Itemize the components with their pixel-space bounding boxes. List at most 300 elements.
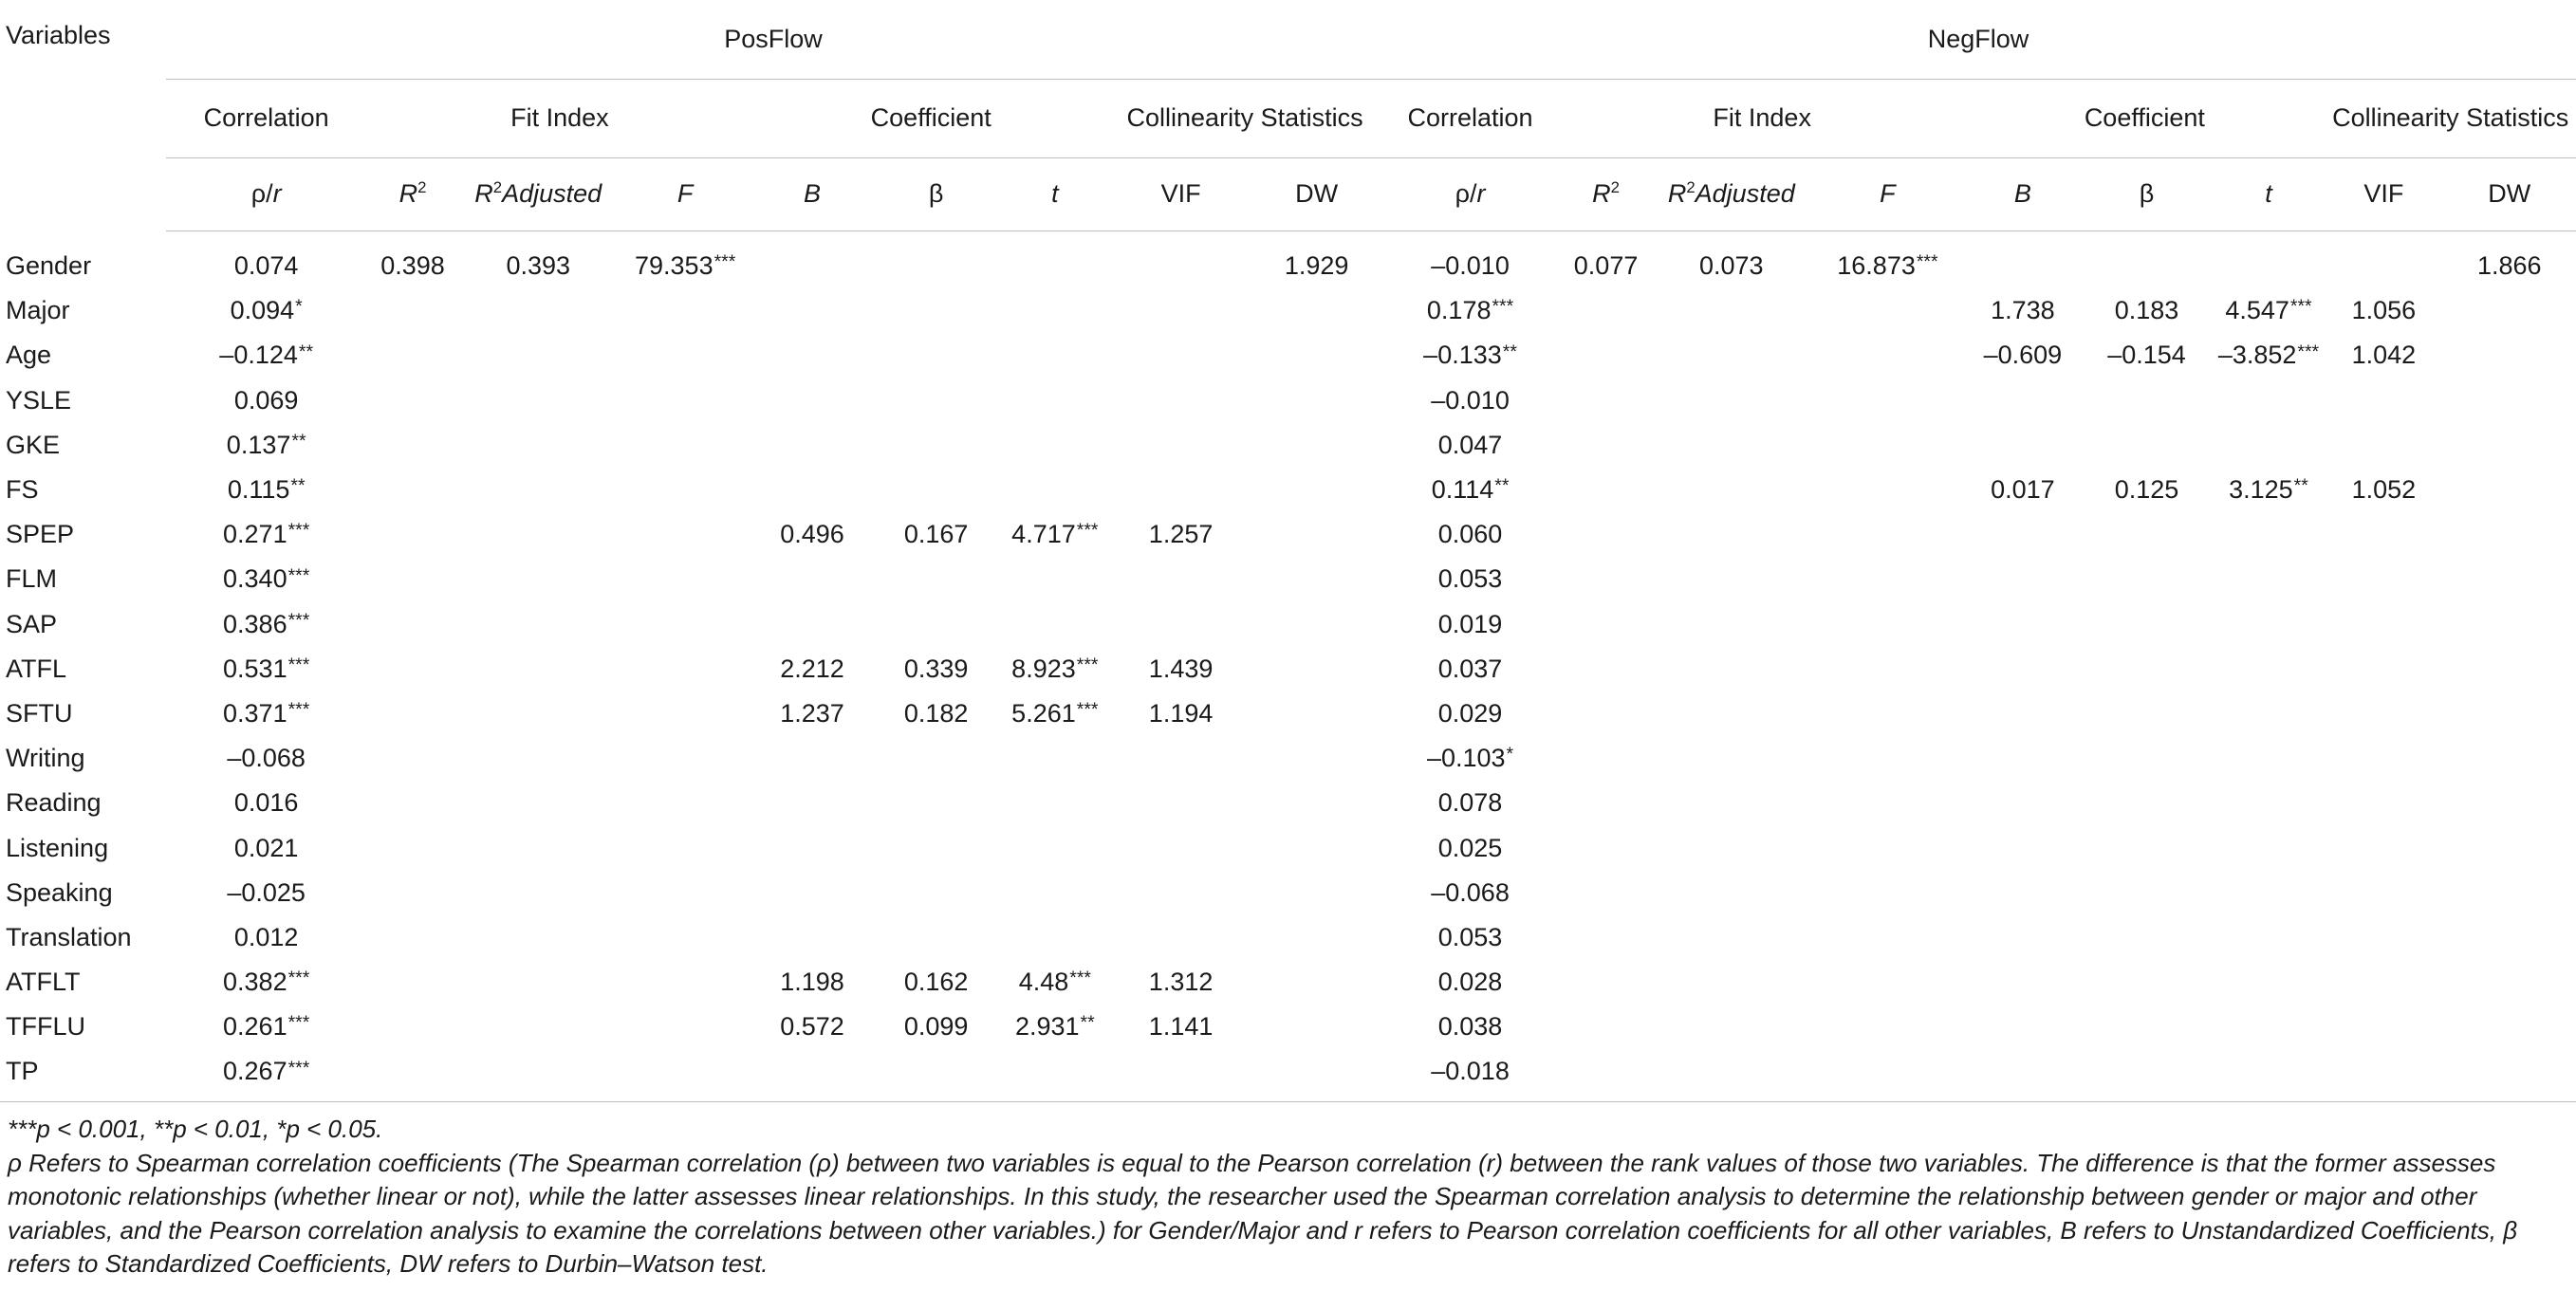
neg-vif-cell [2325,557,2442,601]
pos-r-squared-adjusted-cell [459,557,618,601]
pos-coefficient-header: Coefficient [752,79,1109,157]
neg-correlation-cell: –0.103* [1426,744,1514,773]
pos-correlation-cell: –0.124** [219,341,314,370]
neg-vif-cell [2325,1049,2442,1094]
pos-b-cell: 1.198 [780,968,844,997]
pos-f-stat-cell [618,825,752,870]
table-row [0,1005,2576,1049]
neg-correlation-cell: 0.019 [1437,609,1503,638]
pos-vif-cell: 1.439 [1148,654,1214,683]
pos-correlation-cell: 0.115** [227,475,306,505]
pos-r-squared-cell [366,647,458,692]
pos-r-squared-cell [366,333,458,378]
pos-r-squared-adjusted-cell [459,781,618,825]
pos-beta-cell [872,781,1001,825]
neg-r-squared-cell [1560,512,1652,557]
pos-r-squared-adjusted-cell [459,647,618,692]
neg-b-cell [1964,871,2081,915]
neg-correlation-cell: 0.029 [1437,698,1503,728]
neg-correlation-cell: 0.053 [1437,922,1503,951]
pos-correlation-cell: 0.074 [233,251,299,281]
table-row [0,915,2576,960]
pos-f-stat-cell [618,423,752,468]
neg-correlation-cell: –0.018 [1431,1057,1510,1086]
neg-correlation-cell: 0.037 [1437,654,1503,683]
neg-f-stat-cell [1810,692,1964,736]
pos-b-cell [752,288,871,333]
neg-coefficient-header: Coefficient [1964,79,2325,157]
pos-b-cell: 1.237 [780,698,844,728]
neg-beta-cell: –0.154 [2107,341,2186,370]
table-footnotes [8,1113,2569,1282]
pos-b-cell: 2.212 [780,654,844,683]
neg-r-squared-cell [1560,378,1652,423]
neg-t-stat-cell [2213,512,2326,557]
neg-dw-cell [2442,825,2576,870]
pos-r-squared-adjusted-col-header: $R^2Adjusted$ [459,157,618,231]
neg-b-cell [1964,1005,2081,1049]
pos-beta-cell [872,244,1001,288]
pos-f-stat-cell [618,915,752,960]
neg-dw-cell [2442,1049,2576,1094]
pos-correlation-cell: 0.137** [226,430,306,459]
neg-r-squared-adjusted-cell [1652,468,1810,512]
pos-r-squared-cell [366,423,458,468]
neg-correlation-cell: 0.025 [1437,833,1503,862]
pos-r-squared-cell [366,1005,458,1049]
column-header-row [0,157,2576,231]
neg-correlation-cell: –0.133** [1423,341,1517,370]
pos-r-squared-adjusted-cell [459,512,618,557]
pos-vif-cell [1109,736,1252,781]
neg-t-stat-cell [2213,378,2326,423]
pos-vif-cell: 1.312 [1148,968,1214,997]
neg-r-squared-adjusted-cell [1652,915,1810,960]
pos-beta-cell [872,602,1001,647]
neg-vif-cell [2325,915,2442,960]
row-label: FLM [6,564,57,594]
neg-r-squared-adjusted-cell [1652,333,1810,378]
neg-r-squared-adjusted-cell [1652,378,1810,423]
pos-r-squared-cell [366,825,458,870]
neg-dw-cell: 1.866 [2476,251,2542,281]
pos-correlation-cell: 0.069 [233,385,299,415]
row-label: Listening [6,833,109,862]
pos-t-stat-col-header: t [1001,157,1109,231]
neg-beta-cell [2081,871,2212,915]
pos-beta-cell [872,915,1001,960]
pos-beta-cell [872,1049,1001,1094]
neg-beta-cell [2081,736,2212,781]
neg-t-stat-cell [2213,915,2326,960]
neg-f-stat-cell [1810,781,1964,825]
neg-f-stat-cell [1810,468,1964,512]
neg-t-stat-cell: 3.125** [2229,475,2308,505]
neg-beta-cell [2081,1049,2212,1094]
pos-t-stat-cell [1001,736,1109,781]
pos-beta-cell: 0.162 [903,968,969,997]
neg-dw-cell [2442,647,2576,692]
pos-f-stat-cell [618,288,752,333]
pos-correlation-cell: 0.261*** [223,1012,310,1042]
pos-beta-cell: 0.099 [903,1012,969,1042]
neg-beta-cell [2081,647,2212,692]
pos-dw-cell [1252,781,1381,825]
pos-t-stat-cell [1001,915,1109,960]
neg-vif-cell [2325,602,2442,647]
pos-r-squared-adjusted-cell [459,468,618,512]
neg-vif-cell [2325,781,2442,825]
neg-r-squared-cell [1560,736,1652,781]
neg-r-squared-col-header: $R^2$ [1560,157,1652,231]
neg-vif-cell [2325,1005,2442,1049]
neg-dw-cell [2442,512,2576,557]
neg-f-stat-col-header: F [1810,157,1964,231]
pos-r-squared-adjusted-cell [459,960,618,1005]
neg-b-cell [1964,647,2081,692]
pos-f-stat-cell [618,871,752,915]
neg-r-squared-adjusted-cell [1652,825,1810,870]
neg-b-cell [1964,512,2081,557]
neg-r-squared-adjusted-col-header: $R^2Adjusted$ [1652,157,1810,231]
neg-r-squared-cell [1560,960,1652,1005]
neg-vif-col-header: VIF [2325,157,2442,231]
pos-vif-cell [1109,1049,1252,1094]
pos-b-cell: 0.572 [780,1012,844,1042]
neg-fit-index-header: Fit Index [1560,79,1964,157]
pos-b-cell [752,602,871,647]
pos-correlation-cell: 0.267*** [223,1057,310,1086]
pos-f-stat-cell [618,692,752,736]
neg-t-stat-cell [2213,244,2326,288]
pos-t-stat-cell: 5.261*** [1011,698,1099,728]
neg-vif-cell [2325,960,2442,1005]
pos-rho-r-col-header: ρ/r [166,157,367,231]
pos-r-squared-adjusted-cell [459,423,618,468]
pos-r-squared-adjusted-cell: 0.393 [506,251,571,281]
pos-correlation-cell: 0.382*** [223,968,310,997]
pos-correlation-cell: 0.094* [230,296,303,325]
neg-vif-cell [2325,512,2442,557]
neg-f-stat-cell [1810,960,1964,1005]
neg-b-cell [1964,960,2081,1005]
pos-vif-cell: 1.141 [1148,1012,1214,1042]
neg-correlation-cell: 0.053 [1437,564,1503,594]
pos-r-squared-adjusted-cell [459,1049,618,1094]
pos-correlation-cell: 0.016 [233,788,299,818]
pos-r-squared-adjusted-cell [459,1005,618,1049]
neg-beta-cell [2081,378,2212,423]
pos-r-squared-cell [366,871,458,915]
neg-f-stat-cell [1810,378,1964,423]
pos-vif-cell [1109,244,1252,288]
neg-dw-cell [2442,378,2576,423]
pos-dw-cell [1252,1005,1381,1049]
pos-vif-cell [1109,825,1252,870]
pos-beta-cell [872,557,1001,601]
neg-r-squared-adjusted-cell [1652,423,1810,468]
neg-b-cell [1964,692,2081,736]
neg-t-stat-cell: 4.547*** [2225,296,2312,325]
neg-r-squared-cell [1560,557,1652,601]
neg-r-squared-adjusted-cell [1652,1049,1810,1094]
neg-beta-cell [2081,1005,2212,1049]
neg-t-stat-cell [2213,1005,2326,1049]
neg-r-squared-cell [1560,781,1652,825]
pos-correlation-cell: 0.271*** [223,520,310,549]
pos-t-stat-cell: 8.923*** [1011,654,1099,683]
neg-beta-cell [2081,423,2212,468]
pos-r-squared-cell [366,288,458,333]
pos-correlation-cell: –0.068 [227,744,306,773]
neg-b-cell: 1.738 [1991,296,2055,325]
pos-b-cell: 0.496 [780,520,844,549]
pos-f-stat-cell [618,1005,752,1049]
neg-beta-cell [2081,244,2212,288]
neg-r-squared-cell [1560,423,1652,468]
pos-r-squared-adjusted-cell [459,825,618,870]
pos-dw-cell [1252,557,1381,601]
table-row [0,781,2576,825]
pos-vif-cell: 1.194 [1148,698,1214,728]
neg-r-squared-cell [1560,1049,1652,1094]
posflow-header: PosFlow [166,0,1381,79]
pos-beta-cell [872,468,1001,512]
pos-correlation-cell: 0.340*** [223,564,310,594]
pos-correlation-cell: –0.025 [227,877,306,907]
pos-beta-cell [872,288,1001,333]
table-row [0,288,2576,333]
pos-t-stat-cell [1001,244,1109,288]
pos-t-stat-cell [1001,781,1109,825]
table-row [0,333,2576,378]
pos-t-stat-cell [1001,1049,1109,1094]
neg-r-squared-cell [1560,871,1652,915]
pos-f-stat-cell [618,333,752,378]
pos-beta-cell: 0.182 [903,698,969,728]
neg-t-stat-cell [2213,557,2326,601]
pos-r-squared-cell [366,602,458,647]
neg-t-stat-cell [2213,692,2326,736]
neg-correlation-cell: 0.178*** [1426,296,1514,325]
row-label: GKE [6,430,61,459]
neg-b-cell [1964,557,2081,601]
pos-r-squared-cell [366,512,458,557]
row-label: TFFLU [6,1012,85,1042]
pos-f-stat-cell: 79.353*** [635,251,736,281]
pos-r-squared-adjusted-cell [459,378,618,423]
pos-t-stat-cell [1001,288,1109,333]
neg-r-squared-adjusted-cell: 0.073 [1699,251,1764,281]
pos-r-squared-col-header: $R^2$ [366,157,458,231]
neg-dw-cell [2442,915,2576,960]
row-label: Reading [6,788,102,818]
table-row [0,1049,2576,1094]
pos-vif-cell [1109,557,1252,601]
neg-f-stat-cell: 16.873*** [1837,251,1938,281]
pos-dw-cell [1252,960,1381,1005]
neg-correlation-cell: 0.060 [1437,520,1503,549]
table-row [0,692,2576,736]
neg-correlation-cell: 0.078 [1437,788,1503,818]
neg-b-cell [1964,423,2081,468]
pos-f-stat-cell [618,781,752,825]
pos-vif-col-header: VIF [1109,157,1252,231]
neg-f-stat-cell [1810,736,1964,781]
table-body [0,231,2576,1102]
neg-r-squared-adjusted-cell [1652,557,1810,601]
pos-dw-cell [1252,378,1381,423]
row-label: YSLE [6,385,72,415]
neg-correlation-cell: 0.114** [1431,475,1510,505]
neg-t-stat-cell [2213,423,2326,468]
pos-vif-cell [1109,288,1252,333]
neg-b-cell [1964,915,2081,960]
neg-b-cell [1964,781,2081,825]
neg-vif-cell [2325,647,2442,692]
pos-r-squared-adjusted-cell [459,736,618,781]
pos-r-squared-cell [366,736,458,781]
pos-f-stat-col-header: F [618,157,752,231]
pos-f-stat-cell [618,557,752,601]
pos-correlation-header: Correlation [166,79,367,157]
neg-correlation-cell: 0.038 [1437,1012,1503,1042]
pos-f-stat-cell [618,512,752,557]
pos-r-squared-cell [366,468,458,512]
pos-beta-cell [872,825,1001,870]
pos-b-cell [752,423,871,468]
pos-r-squared-cell: 0.398 [380,251,445,281]
neg-r-squared-adjusted-cell [1652,602,1810,647]
pos-t-stat-cell [1001,423,1109,468]
pos-dw-cell [1252,602,1381,647]
neg-f-stat-cell [1810,423,1964,468]
neg-dw-cell [2442,692,2576,736]
neg-rho-r-col-header: ρ/r [1381,157,1560,231]
neg-r-squared-adjusted-cell [1652,512,1810,557]
pos-dw-cell [1252,647,1381,692]
pos-r-squared-cell [366,960,458,1005]
neg-r-squared-cell [1560,288,1652,333]
neg-r-squared-cell [1560,602,1652,647]
row-label: Major [6,296,70,325]
pos-beta-col-header: β [872,157,1001,231]
pos-vif-cell [1109,378,1252,423]
pos-dw-cell [1252,825,1381,870]
neg-beta-cell [2081,557,2212,601]
pos-r-squared-adjusted-cell [459,602,618,647]
row-label: SPEP [6,520,75,549]
neg-r-squared-cell [1560,333,1652,378]
neg-beta-cell [2081,960,2212,1005]
neg-vif-cell [2325,378,2442,423]
neg-beta-col-header: β [2081,157,2212,231]
neg-dw-cell [2442,602,2576,647]
neg-dw-cell [2442,781,2576,825]
pos-b-cell [752,468,871,512]
table-row [0,736,2576,781]
pos-r-squared-adjusted-cell [459,333,618,378]
row-label: Gender [6,251,92,281]
pos-dw-cell [1252,423,1381,468]
neg-dw-cell [2442,736,2576,781]
neg-dw-cell [2442,557,2576,601]
pos-correlation-cell: 0.021 [233,833,299,862]
pos-t-stat-cell [1001,378,1109,423]
pos-correlation-cell: 0.371*** [223,698,310,728]
neg-correlation-cell: –0.010 [1431,385,1510,415]
pos-f-stat-cell [618,602,752,647]
table-row [0,468,2576,512]
neg-correlation-header: Correlation [1381,79,1560,157]
pos-b-cell [752,736,871,781]
neg-f-stat-cell [1810,871,1964,915]
row-label: ATFLT [6,968,81,997]
neg-b-cell [1964,602,2081,647]
neg-f-stat-cell [1810,915,1964,960]
neg-dw-cell [2442,333,2576,378]
neg-collinearity-header: Collinearity Statistics [2325,79,2576,157]
neg-beta-cell: 0.183 [2114,296,2179,325]
table-row [0,647,2576,692]
pos-beta-cell [872,736,1001,781]
pos-r-squared-cell [366,915,458,960]
table-row [0,423,2576,468]
pos-b-cell [752,1049,871,1094]
neg-correlation-cell: 0.047 [1437,430,1503,459]
pos-dw-cell [1252,736,1381,781]
row-label: Speaking [6,877,113,907]
pos-b-cell [752,781,871,825]
neg-vif-cell [2325,244,2442,288]
row-label: Translation [6,922,132,951]
neg-b-cell [1964,378,2081,423]
pos-t-stat-cell: 4.717*** [1011,520,1099,549]
neg-correlation-cell: –0.010 [1431,251,1510,281]
neg-vif-cell: 1.056 [2351,296,2417,325]
table-row [0,512,2576,557]
pos-dw-cell [1252,512,1381,557]
neg-f-stat-cell [1810,1005,1964,1049]
neg-f-stat-cell [1810,288,1964,333]
row-label: Writing [6,744,85,773]
neg-t-stat-cell [2213,647,2326,692]
abbreviations-note: ρ Refers to Spearman correlation coefficients (The Spearman correlation (ρ) between two variables is equal to the Pearson correlation (r) between the rank values of those two variables. The difference is that the former assesses monotonic relationships (whether linear or not), while the latter assesses linear relationships. In this study, the researcher used the Spearman correlation analysis to determine the relationship between gender or major and other variables, and the Pearson correlation analysis to examine the correlations between other variables.) for Gender/Major and r refers to Pearson correlation coefficients for all other variables, B refers to Unstandardized Coefficients, β refers to Standardized Coefficients, DW refers to Durbin–Watson test. [8,1148,2518,1278]
row-label: ATFL [6,654,67,683]
pos-vif-cell [1109,468,1252,512]
pos-dw-cell [1252,692,1381,736]
table-row [0,825,2576,870]
table-row [0,557,2576,601]
pos-f-stat-cell [618,647,752,692]
neg-beta-cell [2081,602,2212,647]
pos-t-stat-cell [1001,333,1109,378]
neg-vif-cell: 1.042 [2351,341,2417,370]
neg-dw-col-header: DW [2442,157,2576,231]
pos-f-stat-cell [618,736,752,781]
neg-f-stat-cell [1810,333,1964,378]
neg-f-stat-cell [1810,825,1964,870]
neg-r-squared-cell [1560,468,1652,512]
pos-f-stat-cell [618,960,752,1005]
neg-vif-cell [2325,736,2442,781]
neg-b-cell [1964,244,2081,288]
pos-correlation-cell: 0.012 [233,922,299,951]
neg-dw-cell [2442,468,2576,512]
neg-t-stat-cell [2213,736,2326,781]
pos-r-squared-adjusted-cell [459,915,618,960]
neg-r-squared-adjusted-cell [1652,871,1810,915]
